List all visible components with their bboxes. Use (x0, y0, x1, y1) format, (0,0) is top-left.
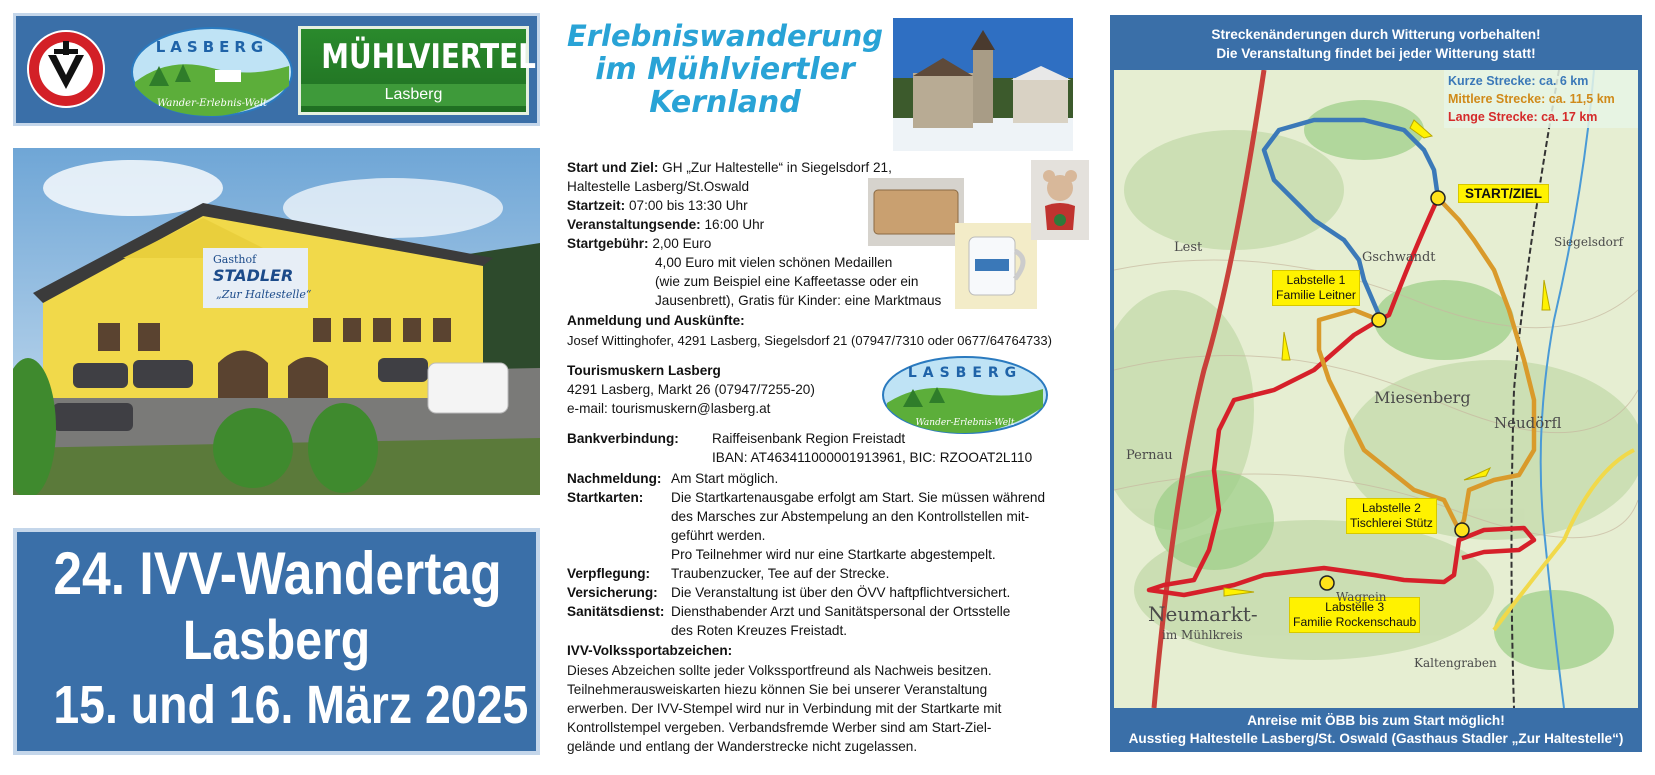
place-miesenberg: Miesenberg (1374, 388, 1471, 407)
station1-line2: Familie Leitner (1276, 288, 1356, 302)
place-neumarkt: Neumarkt- (1148, 602, 1258, 626)
ivv-line5: gelände und entlang der Wanderstrecke nicht zugelassen. (567, 739, 918, 754)
sanitaet-line1: Diensthabender Arzt und Sanitätspersonal der Ortsstelle (671, 604, 1011, 619)
headline (560, 20, 890, 119)
gebuehr-value: 2,00 Euro (652, 236, 712, 251)
tourismus-line1: 4291 Lasberg, Markt 26 (07947/7255-20) (567, 382, 815, 397)
startkarten-line1: Die Startkartenausgabe erfolgt am Start. Sie müssen während (671, 490, 1046, 505)
route-map-panel (1110, 15, 1642, 752)
mug-photo (955, 223, 1037, 309)
place-gschwandt: Gschwandt (1362, 250, 1436, 265)
ivv-line4: Kontrollstempel vergeben. Verbandsfremde Werber sind am Start-Ziel- (567, 720, 992, 735)
muehlviertel-logo (298, 26, 536, 115)
place-neudoerfl: Neudörfl (1494, 414, 1562, 432)
market-mouse-photo (1031, 160, 1089, 240)
ivv-line1: Dieses Abzeichen sollte jeder Volkssportfreund als Nachweis besitzen. (567, 663, 992, 678)
map-header-line2: Die Veranstaltung findet bei jeder Witterung statt! (1216, 46, 1536, 61)
place-siegelsdorf: Siegelsdorf (1554, 235, 1624, 249)
ivv-line3: erwerben. Der IVV-Stempel wird nur in Verbindung mit der Startkarte mit (567, 701, 1002, 716)
ende-label: Veranstaltungsende: (567, 217, 701, 232)
gebuehr-line3: (wie zum Beispiel eine Kaffeetasse oder ein (655, 274, 919, 289)
muehlviertel-title: MÜHLVIERTEL (321, 37, 536, 77)
hotel-sign-line1: Gasthof (213, 253, 257, 266)
station3-line1: Labstelle 3 (1325, 600, 1385, 614)
wooden-board-photo (868, 178, 964, 246)
nachmeldung-label: Nachmeldung: (567, 471, 662, 486)
headline-line2: im Mühlviertler (595, 52, 855, 87)
bank-line1: Raiffeisenbank Region Freistadt (712, 431, 906, 446)
legend-short: Kurze Strecke: ca. 6 km (1448, 74, 1589, 88)
start-ziel-row (567, 158, 892, 177)
sanitaet-label: Sanitätsdienst: (567, 604, 665, 619)
legend-long: Lange Strecke: ca. 17 km (1448, 110, 1598, 124)
lasberg-logo-subtext: Wander-Erlebnis-Welt (156, 98, 268, 109)
gebuehr-line2: 4,00 Euro mit vielen schönen Medaillen (655, 255, 893, 270)
station2-tag (1346, 498, 1437, 534)
place-neumarkt-sub: im Mühlkreis (1162, 628, 1243, 642)
logo-bar (13, 13, 540, 126)
map-header-line1: Streckenänderungen durch Witterung vorbehalten! (1211, 27, 1541, 42)
event-title-box (13, 528, 540, 755)
station2-line1: Labstelle 2 (1361, 501, 1421, 515)
muehlviertel-sub: Lasberg (301, 84, 526, 106)
verpflegung-label: Verpflegung: (567, 566, 651, 581)
place-kaltengraben: Kaltengraben (1414, 656, 1497, 670)
map-footer-line2: Ausstieg Haltestelle Lasberg/St. Oswald (Gasthaus Stadler „Zur Haltestelle“) (1128, 731, 1624, 746)
bank-line2: IBAN: AT463411000001913961, BIC: RZOOAT2L110 (712, 450, 1033, 465)
startzeit-value: 07:00 bis 13:30 Uhr (628, 198, 748, 213)
station2-line2: Tischlerei Stütz (1350, 516, 1433, 530)
ende-row (567, 215, 764, 234)
startkarten-line3: geführt werden. (671, 528, 766, 543)
startzeit-row (567, 196, 748, 215)
map-legend (1444, 70, 1638, 128)
event-title-line2: Lasberg (182, 608, 371, 671)
lasberg-mid-subtext: Wander-Erlebnis-Welt (915, 418, 1015, 428)
gebuehr-row (567, 234, 711, 253)
startkarten-line4: Pro Teilnehmer wird nur eine Startkarte abgestempelt. (671, 547, 996, 562)
start-ziel-value2: Haltestelle Lasberg/St.Oswald (567, 179, 750, 194)
ivv-line2: Teilnehmerausweiskarten hiezu können Sie bei unserer Veranstaltung (567, 682, 988, 697)
versicherung-label: Versicherung: (567, 585, 658, 600)
legend-medium: Mittlere Strecke: ca. 11,5 km (1448, 92, 1615, 106)
place-pernau: Pernau (1126, 448, 1173, 463)
startkarten-label: Startkarten: (567, 490, 644, 505)
ivv-emblem-icon (26, 29, 106, 109)
hotel-sign-line2: STADLER (213, 266, 294, 285)
hotel-photo (13, 148, 540, 495)
anmeldung-label: Anmeldung und Auskünfte: (567, 313, 745, 328)
headline-line1: Erlebniswanderung (566, 19, 884, 53)
tourismus-line2: e-mail: tourismuskern@lasberg.at (567, 401, 771, 416)
gebuehr-label: Startgebühr: (567, 236, 649, 251)
start-ziel-label: Start und Ziel: (567, 160, 659, 175)
nachmeldung-value: Am Start möglich. (671, 471, 779, 486)
ivv-label: IVV-Volkssportabzeichen: (567, 643, 733, 658)
bank-label: Bankverbindung: (567, 431, 679, 446)
anmeldung-value: Josef Wittinghofer, 4291 Lasberg, Siegelsdorf 21 (07947/7310 oder 0677/64764733) (567, 333, 1052, 348)
lasberg-mid-text: LASBERG (907, 365, 1023, 381)
lasberg-logo-text: LASBERG (155, 38, 269, 56)
startzeit-label: Startzeit: (567, 198, 626, 213)
event-title-line1: 24. IVV-Wandertag (53, 540, 502, 607)
place-lest: Lest (1174, 240, 1203, 255)
start-marker (1431, 191, 1445, 205)
event-title-line3: 15. und 16. März 2025 (53, 675, 529, 735)
map-area (1114, 70, 1638, 708)
station1-line1: Labstelle 1 (1286, 273, 1346, 287)
map-footer (1110, 708, 1642, 752)
station2-marker (1455, 523, 1469, 537)
map-header (1110, 15, 1642, 70)
versicherung-value: Die Veranstaltung ist über den ÖVV haftpflichtversichert. (671, 585, 1011, 600)
lasberg-wander-logo-mid (881, 355, 1049, 435)
gebuehr-line4: Jausenbrett), Gratis für Kinder: eine Marktmaus (655, 293, 942, 308)
lasberg-wander-logo (129, 26, 295, 118)
sanitaet-line2: des Roten Kreuzes Freistadt. (671, 623, 848, 638)
ende-value: 16:00 Uhr (704, 217, 765, 232)
tourismus-label: Tourismuskern Lasberg (567, 363, 721, 378)
headline-line3: Kernland (649, 85, 801, 120)
hotel-sign-line3: „Zur Haltestelle“ (216, 288, 312, 301)
start-ziel-tag: START/ZIEL (1458, 184, 1549, 203)
station1-tag (1272, 270, 1360, 306)
station1-marker (1372, 313, 1386, 327)
start-ziel-value: GH „Zur Haltestelle“ in Siegelsdorf 21, (662, 160, 892, 175)
verpflegung-value: Traubenzucker, Tee auf der Strecke. (671, 566, 890, 581)
startkarten-line2: des Marsches zur Abstempelung an den Kontrollstellen mit- (671, 509, 1030, 524)
station3-marker (1320, 576, 1334, 590)
station3-line2: Familie Rockenschaub (1293, 615, 1417, 629)
place-wagrein: Wagrein (1336, 590, 1387, 604)
map-footer-line1: Anreise mit ÖBB bis zum Start möglich! (1247, 713, 1505, 728)
castle-photo (893, 18, 1073, 151)
